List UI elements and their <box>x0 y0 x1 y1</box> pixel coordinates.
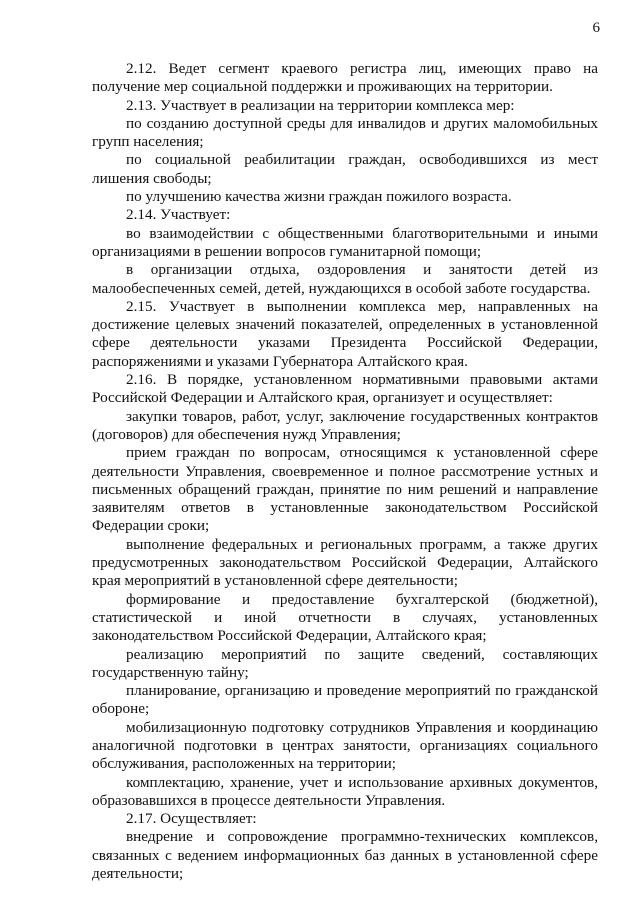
paragraph-elderly-quality: по улучшению качества жизни граждан пожилого возраста. <box>126 188 512 206</box>
paragraph-software-complexes: внедрение и сопровождение программно-технических комплексов, связанных с ведением информационных баз данных в установленной сфере деятельности; <box>92 828 598 883</box>
paragraph-2-16: 2.16. В порядке, установленном нормативными правовыми актами Российской Федерации и Алтайского края, организует и осуществляет: <box>92 371 598 407</box>
paragraph-social-rehabilitation: по социальной реабилитации граждан, освободившихся из мест лишения свободы; <box>92 151 598 187</box>
paragraph-2-13: 2.13. Участвует в реализации на территории комплекса мер: <box>126 96 515 114</box>
paragraph-state-secret: реализацию мероприятий по защите сведений, составляющих государственную тайну; <box>92 645 598 681</box>
paragraph-archives: комплектацию, хранение, учет и использование архивных документов, образовавшихся в процессе деятельности Управления. <box>92 773 598 809</box>
paragraph-2-12: 2.12. Ведет сегмент краевого регистра лиц, имеющих право на получение мер социальной поддержки и проживающих на территории. <box>92 60 598 96</box>
paragraph-2-15: 2.15. Участвует в выполнении комплекса мер, направленных на достижение целевых значений показателей, определенных в установленной сфере деятельности указами Президента Российской Федерации, распоряжениями и указами Губернатора Алтайского края. <box>92 297 598 370</box>
paragraph-procurement: закупки товаров, работ, услуг, заключение государственных контрактов (договоров) для обеспечения нужд Управления; <box>92 407 598 443</box>
paragraph-citizen-reception: прием граждан по вопросам, относящимся к установленной сфере деятельности Управления, своевременное и полное рассмотрение устных и письменных обращений граждан, принятие по ним решений и направление заявителям ответов в установленные законодательством Российской Федерации сроки; <box>92 444 598 535</box>
document-body <box>92 60 598 883</box>
paragraph-accessible-environment: по созданию доступной среды для инвалидов и других маломобильных групп населения; <box>92 114 598 151</box>
paragraph-children-recreation: в организации отдыха, оздоровления и занятости детей из малообеспеченных семей, детей, нуждающихся в особой заботе государства. <box>92 261 598 297</box>
page-number: 6 <box>592 20 600 36</box>
paragraph-mobilization: мобилизационную подготовку сотрудников Управления и координацию аналогичной подготовки в центрах занятости, организациях социального обслуживания, расположенных на территории; <box>92 718 598 773</box>
paragraph-civil-defense: планирование, организацию и проведение мероприятий по гражданской обороне; <box>92 682 598 718</box>
paragraph-2-17: 2.17. Осуществляет: <box>126 810 257 828</box>
paragraph-programs: выполнение федеральных и региональных программ, а также других предусмотренных законодательством Российской Федерации, Алтайского края мероприятий в установленной сфере деятельности; <box>92 535 598 590</box>
paragraph-charity-interaction: во взаимодействии с общественными благотворительными и иными организациями в решении вопросов гуманитарной помощи; <box>92 224 598 260</box>
paragraph-reporting: формирование и предоставление бухгалтерской (бюджетной), статистической и иной отчетности в случаях, установленных законодательством Российской Федерации, Алтайского края; <box>92 590 598 645</box>
paragraph-2-14: 2.14. Участвует: <box>126 206 231 224</box>
